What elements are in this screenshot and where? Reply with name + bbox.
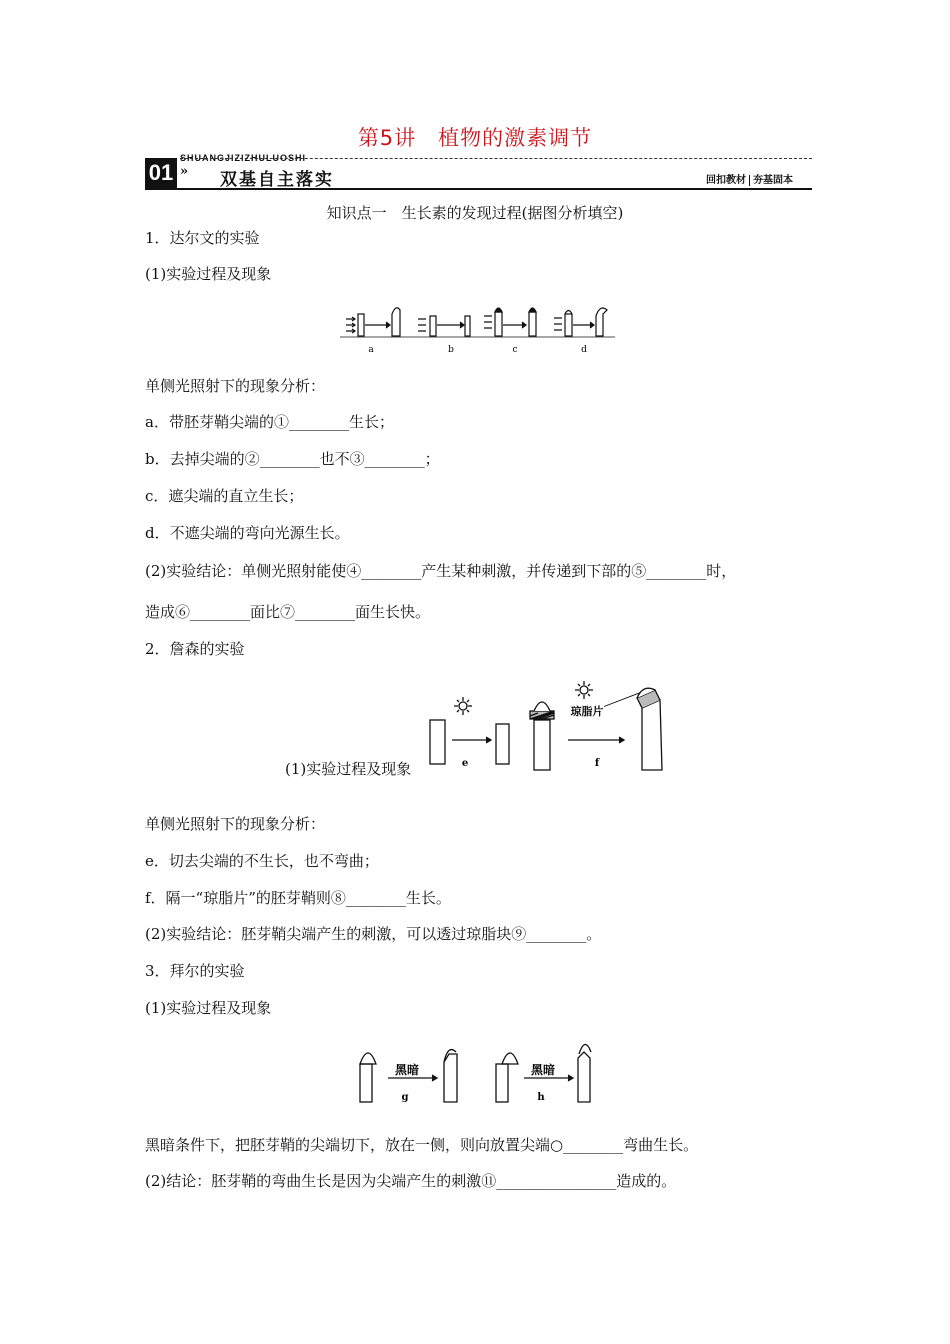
- chevron-icon: »: [180, 164, 189, 179]
- figure-h-after: [578, 1044, 591, 1102]
- paal-conclusion: (2)结论：胚芽鞘的弯曲生长是因为尖端产生的刺激⑪________________造成的。: [145, 1172, 677, 1190]
- agar-label: 琼脂片: [570, 705, 604, 718]
- jensen-analysis-title: 单侧光照射下的现象分析：: [145, 815, 326, 833]
- darwin-item-b: b．去掉尖端的②________也不③________；: [145, 450, 440, 468]
- sun-icon-2: [575, 681, 593, 699]
- jensen-item-f: f．隔一“琼脂片”的胚芽鞘则⑧________生长。: [145, 889, 451, 907]
- figure-label-c: c: [512, 345, 518, 355]
- section-title: 双基自主落实: [220, 170, 334, 190]
- darwin-item-c: c．遮尖端的直立生长；: [145, 487, 304, 505]
- jensen-heading: 2．詹森的实验: [145, 640, 245, 658]
- jensen-experiment-figure: [420, 672, 670, 774]
- dark-label-h: 黑暗: [530, 1063, 556, 1077]
- figure-b: [418, 316, 470, 336]
- section-number-badge: 01: [145, 158, 177, 188]
- jensen-conclusion: (2)实验结论：胚芽鞘尖端产生的刺激，可以透过琼脂块⑨________。: [145, 925, 602, 943]
- sun-icon: [454, 697, 472, 715]
- knowledge-point-heading: 知识点一 生长素的发现过程(据图分析填空): [326, 204, 624, 222]
- figure-label-g: g: [401, 1092, 409, 1103]
- figure-a: [346, 308, 400, 336]
- darwin-conclusion-line2: 造成⑥________面比⑦________面生长快。: [145, 603, 431, 621]
- paal-process-label: (1)实验过程及现象: [145, 999, 272, 1017]
- section-tagline: [706, 171, 793, 186]
- darwin-experiment-figure: [340, 300, 620, 358]
- darwin-item-d: d．不遮尖端的弯向光源生长。: [145, 524, 350, 542]
- paal-heading: 3．拜尔的实验: [145, 962, 245, 980]
- figure-label-f: f: [594, 758, 600, 769]
- bent-coleoptile: [637, 688, 662, 770]
- banner-divider-solid: [145, 188, 812, 190]
- jensen-process-label: (1)实验过程及现象: [285, 760, 412, 778]
- figure-d: [554, 308, 607, 336]
- darwin-analysis-title: 单侧光照射下的现象分析：: [145, 377, 326, 395]
- figure-label-h: h: [537, 1092, 545, 1103]
- paal-experiment-figure: [350, 1034, 610, 1104]
- tagline-right: 夯基固本: [753, 175, 793, 186]
- darwin-item-a: a．带胚芽鞘尖端的①________生长；: [145, 413, 394, 431]
- jensen-item-e: e．切去尖端的不生长，也不弯曲；: [145, 852, 379, 870]
- page-title: 第5讲 植物的激素调节: [357, 126, 593, 150]
- darwin-conclusion-line1: (2)实验结论：单侧光照射能使④________产生某种刺激，并传递到下部的⑤________时，: [145, 562, 737, 580]
- dark-label-g: 黑暗: [394, 1063, 420, 1077]
- figure-label-b: b: [448, 345, 454, 355]
- paal-description: 黑暗条件下，把胚芽鞘的尖端切下，放在一侧，则向放置尖端○________弯曲生长。: [145, 1136, 699, 1154]
- figure-label-e: e: [461, 758, 469, 769]
- tagline-left: 回扣教材: [706, 175, 746, 186]
- banner-pinyin: SHUANGJIZIZHULUOSHI: [180, 153, 307, 163]
- agar-coleoptile: [530, 702, 554, 770]
- cut-coleoptile-right: [496, 724, 509, 764]
- cut-coleoptile-left: [430, 720, 445, 764]
- darwin-heading: 1．达尔文的实验: [145, 229, 260, 247]
- figure-g-before: [360, 1053, 376, 1102]
- figure-label-a: a: [368, 345, 374, 355]
- figure-c: [484, 308, 536, 336]
- darwin-process-label: (1)实验过程及现象: [145, 265, 272, 283]
- figure-label-d: d: [581, 345, 587, 355]
- tagline-separator: [749, 175, 750, 186]
- figure-h-before: [496, 1053, 518, 1102]
- figure-g-after: [444, 1050, 457, 1102]
- banner-divider-dashed: [180, 158, 812, 159]
